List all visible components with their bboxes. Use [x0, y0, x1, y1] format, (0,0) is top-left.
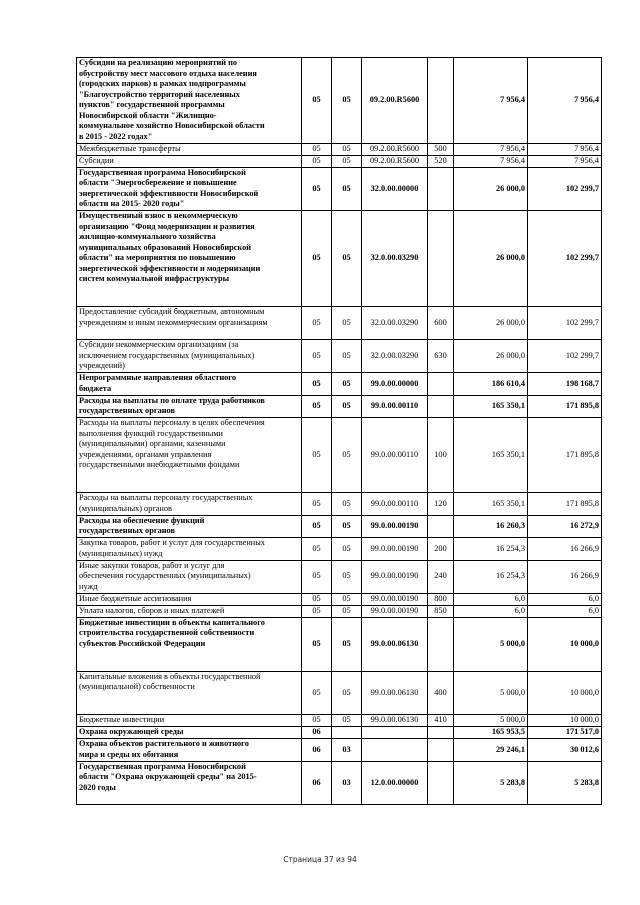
- target-article-cell: 32.0.00.00000: [362, 167, 428, 211]
- amount-year1-cell: 16 254,3: [454, 538, 528, 561]
- subsection-code-cell: 05: [332, 605, 362, 617]
- amount-year1-cell: 26 000,0: [454, 211, 528, 307]
- amount-year1-cell: 165 350,1: [454, 418, 528, 493]
- target-article-cell: 09.2.00.R5600: [362, 155, 428, 167]
- amount-year2-cell: 102 299,7: [528, 307, 602, 340]
- amount-year2-cell: 171 895,8: [528, 418, 602, 493]
- subsection-code-cell: 05: [332, 493, 362, 516]
- amount-year1-cell: 5 283,8: [454, 761, 528, 805]
- section-code-cell: 06: [302, 761, 332, 805]
- target-article-cell: 99.0.00.00190: [362, 560, 428, 593]
- expense-name-cell: Бюджетные инвестиции в объекты капитального строительства государственной собственности субъектов Российской Федерации: [77, 617, 302, 671]
- table-row: [77, 340, 602, 373]
- section-code-cell: 05: [302, 671, 332, 715]
- subsection-code-cell: 03: [332, 739, 362, 762]
- table-row: [77, 307, 602, 340]
- amount-year2-cell: 102 299,7: [528, 340, 602, 373]
- subsection-code-cell: 05: [332, 395, 362, 418]
- section-code-cell: 05: [302, 307, 332, 340]
- amount-year1-cell: 6,0: [454, 593, 528, 605]
- target-article-cell: 32.0.00.03290: [362, 307, 428, 340]
- expense-type-cell: [428, 211, 454, 307]
- expense-name-cell: Непрограммные направления областного бюджета: [77, 373, 302, 396]
- subsection-code-cell: 05: [332, 617, 362, 671]
- table-row: [77, 671, 602, 715]
- subsection-code-cell: 05: [332, 307, 362, 340]
- section-code-cell: 05: [302, 167, 332, 211]
- expense-type-cell: [428, 395, 454, 418]
- section-code-cell: 05: [302, 605, 332, 617]
- target-article-cell: 99.0.00.06130: [362, 671, 428, 715]
- expense-type-cell: 410: [428, 715, 454, 727]
- amount-year2-cell: 7 956,4: [528, 155, 602, 167]
- target-article-cell: 99.0.00.00000: [362, 373, 428, 396]
- amount-year1-cell: 7 956,4: [454, 58, 528, 144]
- expense-type-cell: 240: [428, 560, 454, 593]
- table-row: [77, 538, 602, 561]
- table-row: [77, 560, 602, 593]
- expense-name-cell: Расходы на выплаты по оплате труда работников государственных органов: [77, 395, 302, 418]
- amount-year2-cell: 16 266,9: [528, 560, 602, 593]
- target-article-cell: 32.0.00.03290: [362, 211, 428, 307]
- amount-year2-cell: 16 266,9: [528, 538, 602, 561]
- section-code-cell: 05: [302, 617, 332, 671]
- section-code-cell: 05: [302, 715, 332, 727]
- expense-name-cell: Иные бюджетные ассигнования: [77, 593, 302, 605]
- target-article-cell: 12.0.00.00000: [362, 761, 428, 805]
- subsection-code-cell: 05: [332, 143, 362, 155]
- section-code-cell: 05: [302, 395, 332, 418]
- subsection-code-cell: 05: [332, 211, 362, 307]
- expense-type-cell: 600: [428, 307, 454, 340]
- subsection-code-cell: [332, 727, 362, 739]
- subsection-code-cell: 05: [332, 671, 362, 715]
- expense-name-cell: Расходы на выплаты персоналу государственных (муниципальных) органов: [77, 493, 302, 516]
- target-article-cell: 99.0.00.00110: [362, 395, 428, 418]
- table-row: [77, 727, 602, 739]
- target-article-cell: [362, 727, 428, 739]
- table-row: [77, 605, 602, 617]
- amount-year1-cell: 16 260,3: [454, 515, 528, 538]
- section-code-cell: 05: [302, 155, 332, 167]
- amount-year1-cell: 7 956,4: [454, 155, 528, 167]
- amount-year1-cell: 5 000,0: [454, 715, 528, 727]
- expense-type-cell: 200: [428, 538, 454, 561]
- amount-year2-cell: 171 895,8: [528, 493, 602, 516]
- subsection-code-cell: 05: [332, 58, 362, 144]
- amount-year1-cell: 29 246,1: [454, 739, 528, 762]
- expense-type-cell: 100: [428, 418, 454, 493]
- amount-year2-cell: 6,0: [528, 593, 602, 605]
- expense-name-cell: Капитальные вложения в объекты государственной (муниципальной) собственности: [77, 671, 302, 715]
- target-article-cell: 99.0.00.00110: [362, 418, 428, 493]
- amount-year1-cell: 26 000,0: [454, 167, 528, 211]
- expense-type-cell: 630: [428, 340, 454, 373]
- section-code-cell: 05: [302, 515, 332, 538]
- table-row: [77, 58, 602, 144]
- expense-name-cell: Расходы на выплаты персоналу в целях обеспечения выполнения функций государственными (муниципальными) органами, казенными учреждениями, органами управления государственными внебюджетными фондами: [77, 418, 302, 493]
- expense-name-cell: Имущественный взнос в некоммерческую организацию "Фонд модернизации и развития жилищно-коммунального хозяйства муниципальных образований Новосибирской области" на мероприятия по повышению энергетической эффективности и модернизации систем коммунальной инфраструктуры: [77, 211, 302, 307]
- expense-name-cell: Субсидии на реализацию мероприятий по обустройству мест массового отдыха населения (городских парков) в рамках подпрограммы "Благоустройство территорий населенных пунктов" государственной программы Новосибирской области "Жилищно- коммунальное хозяйство Новосибирской области в 2015 - 2022 годах": [77, 58, 302, 144]
- table-row: [77, 211, 602, 307]
- table-row: [77, 739, 602, 762]
- expense-name-cell: Иные закупки товаров, работ и услуг для обеспечения государственных (муниципальных) нужд: [77, 560, 302, 593]
- table-row: [77, 143, 602, 155]
- subsection-code-cell: 05: [332, 155, 362, 167]
- amount-year2-cell: 102 299,7: [528, 167, 602, 211]
- expense-name-cell: Предоставление субсидий бюджетным, автономным учреждениям и иным некоммерческим организациям: [77, 307, 302, 340]
- subsection-code-cell: 05: [332, 538, 362, 561]
- table-row: [77, 418, 602, 493]
- amount-year2-cell: 6,0: [528, 605, 602, 617]
- amount-year2-cell: 7 956,4: [528, 143, 602, 155]
- target-article-cell: 99.0.00.06130: [362, 617, 428, 671]
- section-code-cell: 05: [302, 560, 332, 593]
- amount-year1-cell: 26 000,0: [454, 307, 528, 340]
- amount-year1-cell: 16 254,3: [454, 560, 528, 593]
- expense-name-cell: Бюджетные инвестиции: [77, 715, 302, 727]
- expense-name-cell: Государственная программа Новосибирской области "Охрана окружающей среды" на 2015- 2020 годы: [77, 761, 302, 805]
- target-article-cell: 99.0.00.00110: [362, 493, 428, 516]
- amount-year1-cell: 6,0: [454, 605, 528, 617]
- table-row: [77, 715, 602, 727]
- subsection-code-cell: 05: [332, 515, 362, 538]
- target-article-cell: 32.0.00.03290: [362, 340, 428, 373]
- target-article-cell: 09.2.00.R5600: [362, 143, 428, 155]
- amount-year2-cell: 171 895,8: [528, 395, 602, 418]
- target-article-cell: 09.2.00.R5600: [362, 58, 428, 144]
- expense-name-cell: Закупка товаров, работ и услуг для государственных (муниципальных) нужд: [77, 538, 302, 561]
- amount-year2-cell: 7 956,4: [528, 58, 602, 144]
- expense-name-cell: Межбюджетные трансферты: [77, 143, 302, 155]
- subsection-code-cell: 05: [332, 560, 362, 593]
- budget-table: [76, 57, 602, 805]
- amount-year2-cell: 16 272,9: [528, 515, 602, 538]
- expense-type-cell: [428, 373, 454, 396]
- table-row: [77, 373, 602, 396]
- target-article-cell: 99.0.00.06130: [362, 715, 428, 727]
- amount-year1-cell: 5 000,0: [454, 617, 528, 671]
- subsection-code-cell: 05: [332, 593, 362, 605]
- table-row: [77, 155, 602, 167]
- expense-name-cell: Государственная программа Новосибирской области "Энергосбережение и повышение энергетической эффективности Новосибирской области на 2015- 2020 годы": [77, 167, 302, 211]
- subsection-code-cell: 05: [332, 418, 362, 493]
- amount-year1-cell: 165 350,1: [454, 395, 528, 418]
- expense-type-cell: [428, 617, 454, 671]
- subsection-code-cell: 05: [332, 373, 362, 396]
- section-code-cell: 05: [302, 538, 332, 561]
- section-code-cell: 05: [302, 373, 332, 396]
- expense-type-cell: 400: [428, 671, 454, 715]
- table-row: [77, 617, 602, 671]
- section-code-cell: 05: [302, 418, 332, 493]
- expense-type-cell: 850: [428, 605, 454, 617]
- target-article-cell: 99.0.00.00190: [362, 538, 428, 561]
- amount-year2-cell: 10 000,0: [528, 617, 602, 671]
- amount-year2-cell: 171 517,0: [528, 727, 602, 739]
- subsection-code-cell: 05: [332, 340, 362, 373]
- expense-type-cell: [428, 515, 454, 538]
- section-code-cell: 05: [302, 143, 332, 155]
- section-code-cell: 05: [302, 58, 332, 144]
- section-code-cell: 05: [302, 593, 332, 605]
- amount-year2-cell: 10 000,0: [528, 671, 602, 715]
- subsection-code-cell: 03: [332, 761, 362, 805]
- expense-type-cell: [428, 727, 454, 739]
- target-article-cell: [362, 739, 428, 762]
- expense-name-cell: Субсидии некоммерческим организациям (за исключением государственных (муниципальных) учреждений): [77, 340, 302, 373]
- section-code-cell: 05: [302, 493, 332, 516]
- expense-name-cell: Уплата налогов, сборов и иных платежей: [77, 605, 302, 617]
- section-code-cell: 05: [302, 211, 332, 307]
- expense-name-cell: Охрана объектов растительного и животного мира и среды их обитания: [77, 739, 302, 762]
- amount-year2-cell: 30 012,6: [528, 739, 602, 762]
- subsection-code-cell: 05: [332, 715, 362, 727]
- expense-type-cell: 120: [428, 493, 454, 516]
- target-article-cell: 99.0.00.00190: [362, 605, 428, 617]
- amount-year1-cell: 165 953,5: [454, 727, 528, 739]
- amount-year2-cell: 10 000,0: [528, 715, 602, 727]
- section-code-cell: 05: [302, 340, 332, 373]
- table-row: [77, 395, 602, 418]
- amount-year1-cell: 165 350,1: [454, 493, 528, 516]
- table-row: [77, 593, 602, 605]
- expense-name-cell: Субсидии: [77, 155, 302, 167]
- amount-year1-cell: 5 000,0: [454, 671, 528, 715]
- table-row: [77, 515, 602, 538]
- amount-year1-cell: 26 000,0: [454, 340, 528, 373]
- expense-type-cell: 520: [428, 155, 454, 167]
- amount-year2-cell: 102 299,7: [528, 211, 602, 307]
- subsection-code-cell: 05: [332, 167, 362, 211]
- page-number-footer: Страница 37 из 94: [283, 855, 357, 864]
- section-code-cell: 06: [302, 727, 332, 739]
- target-article-cell: 99.0.00.00190: [362, 515, 428, 538]
- expense-name-cell: Расходы на обеспечение функций государственных органов: [77, 515, 302, 538]
- target-article-cell: 99.0.00.00190: [362, 593, 428, 605]
- amount-year1-cell: 186 610,4: [454, 373, 528, 396]
- expense-type-cell: [428, 167, 454, 211]
- section-code-cell: 06: [302, 739, 332, 762]
- amount-year2-cell: 198 168,7: [528, 373, 602, 396]
- table-row: [77, 761, 602, 805]
- amount-year1-cell: 7 956,4: [454, 143, 528, 155]
- expense-type-cell: 800: [428, 593, 454, 605]
- expense-type-cell: 500: [428, 143, 454, 155]
- expense-name-cell: Охрана окружающей среды: [77, 727, 302, 739]
- expense-type-cell: [428, 58, 454, 144]
- expense-type-cell: [428, 761, 454, 805]
- amount-year2-cell: 5 283,8: [528, 761, 602, 805]
- table-row: [77, 167, 602, 211]
- expense-type-cell: [428, 739, 454, 762]
- table-row: [77, 493, 602, 516]
